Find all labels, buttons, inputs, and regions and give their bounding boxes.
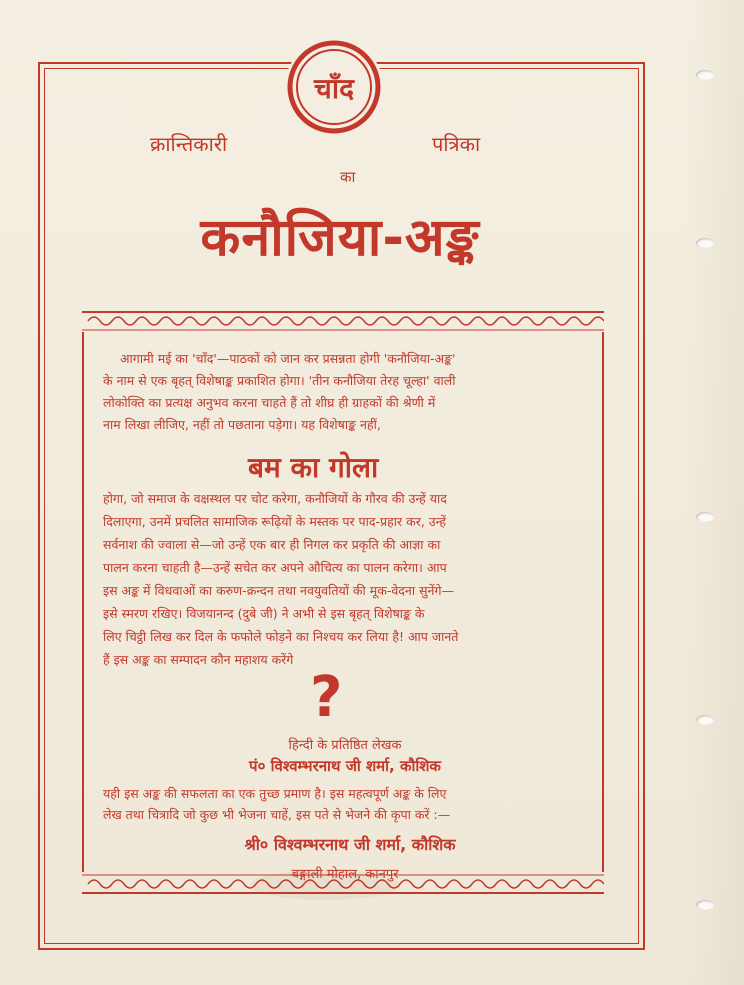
text-line: लोकोक्ति का प्रत्यक्ष अनुभव करना चाहते हैं तो शीघ्र ही ग्राहकों की श्रेणी में [103,395,436,410]
text-line: इसे स्मरण रखिए। विजयानन्द (दुबे जी) ने अभी से इस बृहत् विशेषाङ्क के [103,606,425,621]
highlight-heading: बम का गोला [248,451,379,484]
box-right-rule [602,332,604,872]
text-line: हैं इस अङ्क का सम्पादन कौन महाशय करेंगे [103,652,294,667]
author-name: पं० विश्वम्भरनाथ जी शर्मा, कौशिक [249,757,441,775]
closing-line: लेख तथा चित्रादि जो कुछ भी भेजना चाहें, इस पते से भेजने की कृपा करें :— [103,807,451,822]
binding-hole [696,900,714,910]
address-place: बङ्गाली मोहाल, कानपुर [291,867,399,882]
text-line: लिए चिट्ठी लिख कर दिल के फफोले फोड़ने का निश्चय कर लिया है! आप जानते [103,629,459,644]
address-name: श्री० विश्वम्भरनाथ जी शर्मा, कौशिक [244,835,456,854]
left-label: क्रान्तिकारी [150,132,228,156]
closing-line: यही इस अङ्क की सफलता का एक तुच्छ प्रमाण है। इस महत्वपूर्ण अङ्क के लिए [103,786,447,801]
text-line: होगा, जो समाज के वक्षस्थल पर चोट करेगा, कनौजियों के गौरव की उन्हें याद [103,491,447,506]
svg-text:चाँद: चाँद [314,72,354,105]
binding-hole [696,70,714,80]
page-title: कनौजिया-अङ्क [200,208,480,268]
text-line: आगामी मई का 'चाँद'—पाठकों को जान कर प्रसन्नता होगी 'कनौजिया-अङ्क' [120,351,456,366]
box-left-rule [82,332,84,872]
text-line: के नाम से एक बृहत् विशेषाङ्क प्रकाशित होगा। 'तीन कनौजिया तेरह चूल्हा' वाली [103,373,456,388]
chand-logo [285,38,383,136]
text-line: पालन करना चाहती है—उन्हें सचेत कर अपने औचित्य का पालन करेगा। आप [103,560,447,575]
text-line: सर्वनाश की ज्वाला से—जो उन्हें एक बार ही निगल कर प्रकृति की आज्ञा का [103,537,441,552]
binding-hole [696,715,714,725]
connector-word: का [340,168,356,186]
text-line: दिलाएगा, उनमें प्रचलित सामाजिक रूढ़ियों के मस्तक पर पाद-प्रहार कर, उन्हें [103,514,446,529]
text-line: नाम लिखा लीजिए, नहीं तो पछताना पड़ेगा। यह विशेषाङ्क नहीं, [103,417,381,432]
right-label: पत्रिका [432,132,481,156]
binding-hole [696,238,714,248]
text-line: इस अङ्क में विधवाओं का करुण-क्रन्दन तथा नवयुवतियों की मूक-वेदना सुनेंगे— [103,583,454,598]
top-ornament [82,310,604,332]
binding-hole [696,512,714,522]
paper-edge-shadow [684,0,744,985]
question-mark: ? [310,665,343,730]
author-intro: हिन्दी के प्रतिष्ठित लेखक [288,738,402,753]
